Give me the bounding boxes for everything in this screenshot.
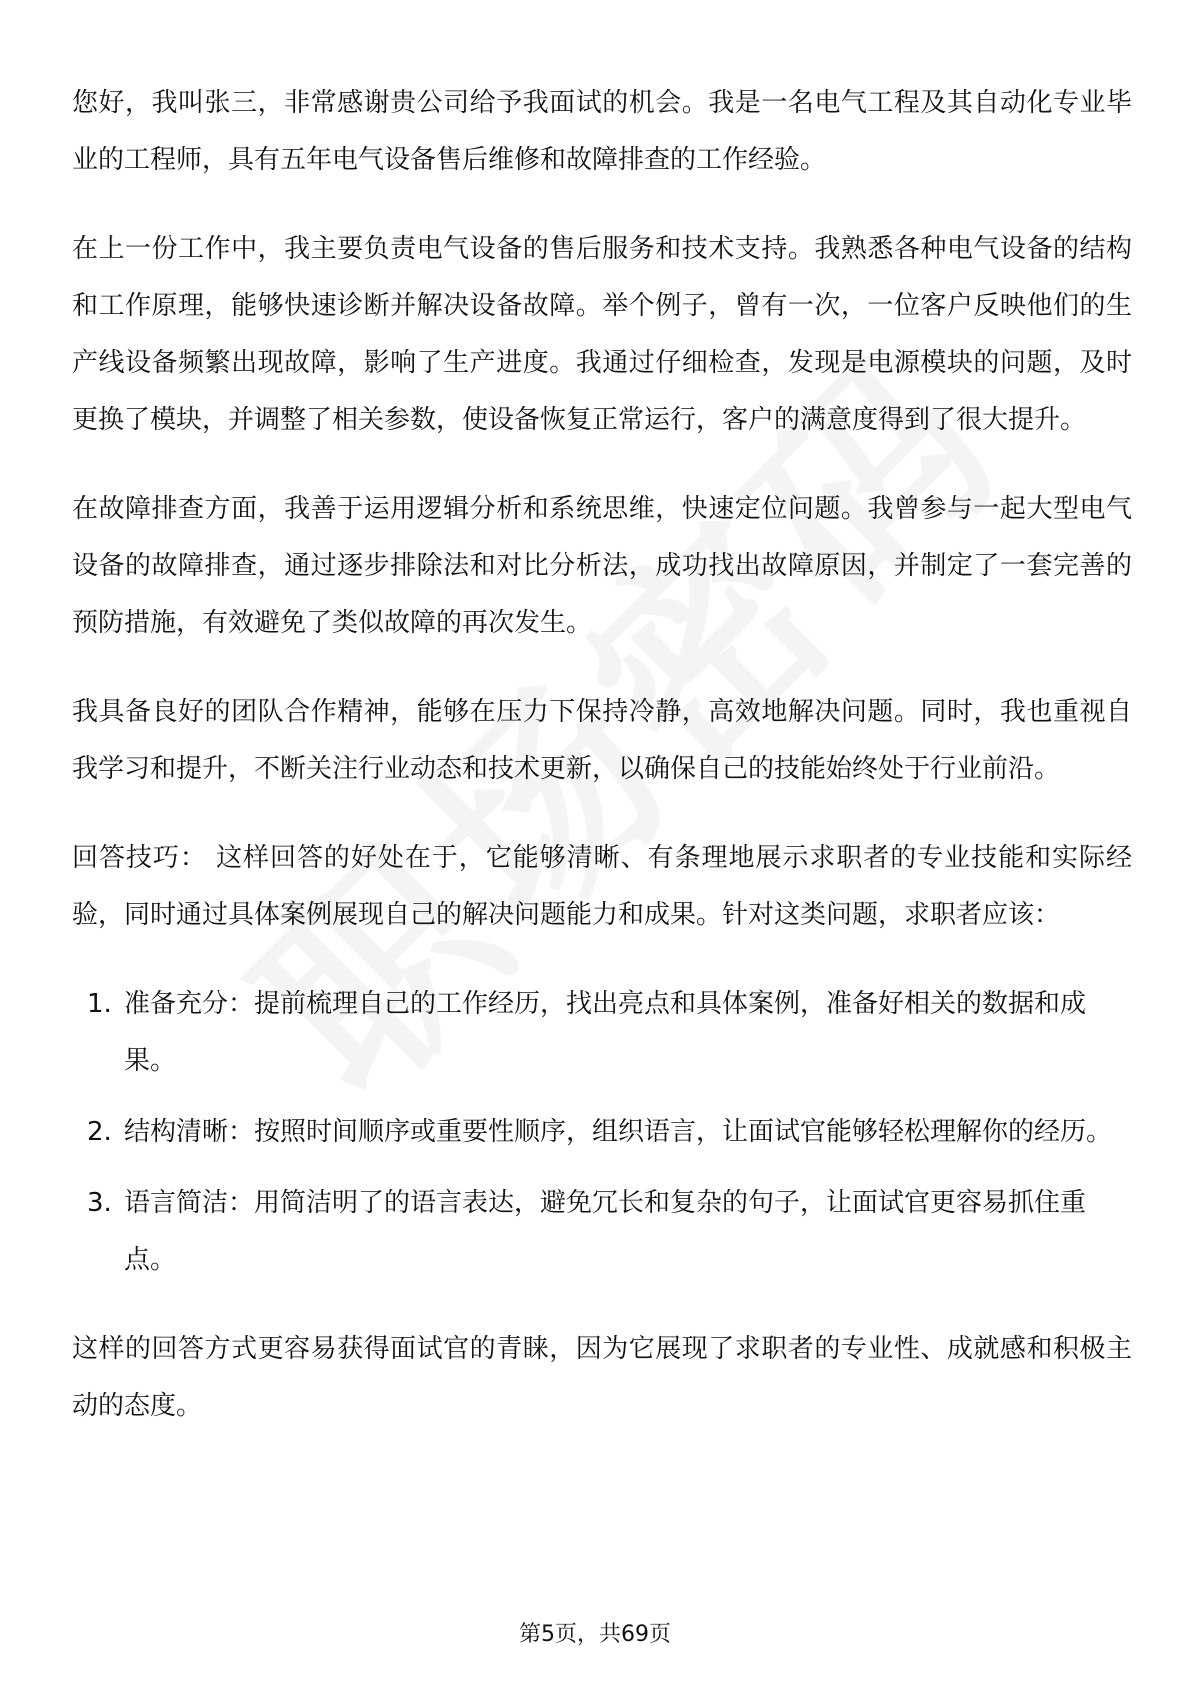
page-footer: 第5页，共69页 [519, 1622, 671, 1647]
paragraph-intro: 您好，我叫张三，非常感谢贵公司给予我面试的机会。我是一名电气工程及其自动化专业毕业的工程师，具有五年电气设备售后维修和故障排查的工作经验。 [72, 88, 1132, 175]
list-number: 1. [87, 989, 112, 1019]
list-item [72, 1104, 1132, 1161]
list-item-text: 语言简洁：用简洁明了的语言表达，避免冗长和复杂的句子，让面试官更容易抓住重点。 [124, 1188, 1087, 1275]
list-number: 3. [87, 1188, 112, 1218]
paragraph-answer-tips: 回答技巧： 这样回答的好处在于，它能够清晰、有条理地展示求职者的专业技能和实际经验，同时通过具体案例展现自己的解决问题能力和成果。针对这类问题，求职者应该： [72, 843, 1132, 930]
list-item [72, 976, 1132, 1090]
paragraph-troubleshooting: 在故障排查方面，我善于运用逻辑分析和系统思维，快速定位问题。我曾参与一起大型电气设备的故障排查，通过逐步排除法和对比分析法，成功找出故障原因，并制定了一套完善的预防措施，有效避免了类似故障的再次发生。 [72, 494, 1132, 638]
tips-list [72, 976, 1132, 1289]
list-item-text: 准备充分：提前梳理自己的工作经历，找出亮点和具体案例，准备好相关的数据和成果。 [124, 989, 1087, 1076]
paragraph-teamwork: 我具备良好的团队合作精神，能够在压力下保持冷静，高效地解决问题。同时，我也重视自我学习和提升，不断关注行业动态和技术更新，以确保自己的技能始终处于行业前沿。 [72, 697, 1132, 784]
paragraph-closing: 这样的回答方式更容易获得面试官的青睐，因为它展现了求职者的专业性、成就感和积极主动的态度。 [72, 1334, 1132, 1421]
list-item-text: 结构清晰：按照时间顺序或重要性顺序，组织语言，让面试官能够轻松理解你的经历。 [124, 1117, 1113, 1147]
document-body [72, 75, 1132, 1467]
list-item [72, 1175, 1132, 1289]
list-number: 2. [87, 1117, 112, 1147]
paragraph-previous-job: 在上一份工作中，我主要负责电气设备的售后服务和技术支持。我熟悉各种电气设备的结构和工作原理，能够快速诊断并解决设备故障。举个例子，曾有一次，一位客户反映他们的生产线设备频繁出现故障，影响了生产进度。我通过仔细检查，发现是电源模块的问题，及时更换了模块，并调整了相关参数，使设备恢复正常运行，客户的满意度得到了很大提升。 [72, 234, 1132, 435]
